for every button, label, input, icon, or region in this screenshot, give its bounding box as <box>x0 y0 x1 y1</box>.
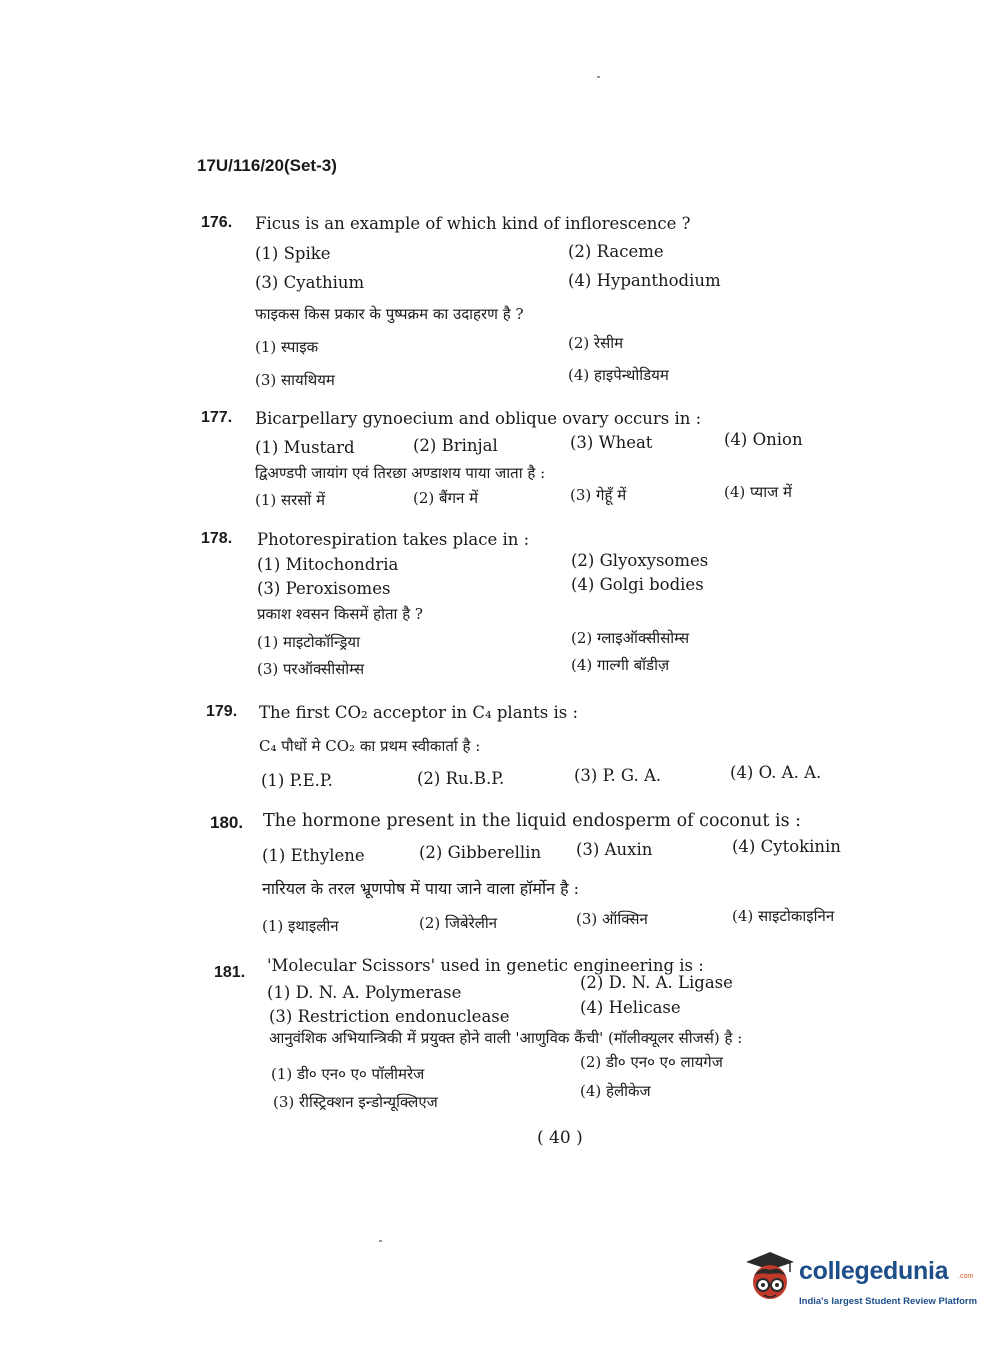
option: (4) O. A. A. <box>730 763 822 782</box>
option: (4) Cytokinin <box>732 837 841 856</box>
option-hi: (2) डी० एन० ए० लायगेज <box>580 1053 723 1071</box>
question-text-hi: प्रकाश श्वसन किसमें होता है ? <box>257 605 423 623</box>
option: (4) Helicase <box>580 998 681 1017</box>
option: (2) Brinjal <box>413 436 498 455</box>
option: (3) Cyathium <box>255 273 365 292</box>
option: (1) Ethylene <box>262 846 365 865</box>
option: (2) Gibberellin <box>419 843 542 862</box>
scan-speck <box>379 1240 382 1242</box>
option-hi: (4) साइटोकाइनिन <box>732 907 835 925</box>
logo-wordmark: collegedunia <box>799 1257 949 1285</box>
question-text-hi: नारियल के तरल भ्रूणपोष में पाया जाने वाला हॉर्मोन है : <box>262 879 580 898</box>
option: (3) Peroxisomes <box>257 579 391 598</box>
option: (2) Ru.B.P. <box>417 769 505 788</box>
question-text-en: The hormone present in the liquid endosperm of coconut is : <box>263 811 802 831</box>
question-number: 176. <box>201 214 233 231</box>
question-text-hi: द्विअण्डपी जायांग एवं तिरछा अण्डाशय पाया जाता है : <box>255 464 546 482</box>
question-number: 181. <box>214 964 246 981</box>
question-text-en: The first CO₂ acceptor in C₄ plants is : <box>259 703 579 722</box>
option-hi: (3) सायथियम <box>255 371 335 389</box>
question-number: 180. <box>210 813 244 832</box>
option-hi: (2) बैंगन में <box>413 489 479 507</box>
option: (1) P.E.P. <box>261 771 333 790</box>
option-hi: (1) डी० एन० ए० पॉलीमरेज <box>271 1065 425 1083</box>
option: (4) Hypanthodium <box>568 271 721 290</box>
option: (1) Mitochondria <box>257 555 399 574</box>
option-hi: (4) हाइपेन्थोडियम <box>568 366 669 384</box>
option-hi: (4) प्याज में <box>724 483 792 501</box>
logo-tagline: India's largest Student Review Platform <box>799 1296 978 1307</box>
option-hi: (3) परऑक्सीसोम्स <box>257 660 365 678</box>
page-number: ( 40 ) <box>537 1128 583 1148</box>
question-number: 179. <box>206 703 238 720</box>
option: (3) P. G. A. <box>574 766 662 785</box>
option: (1) Mustard <box>255 438 355 457</box>
option-hi: (1) इथाइलीन <box>262 917 339 935</box>
option: (3) Auxin <box>576 840 653 859</box>
option: (2) Glyoxysomes <box>571 551 709 570</box>
option: (2) Raceme <box>568 242 664 261</box>
option-hi: (1) सरसों में <box>255 491 326 509</box>
option-hi: (2) रेसीम <box>568 334 624 352</box>
option: (1) D. N. A. Polymerase <box>267 983 462 1002</box>
option-hi: (4) हेलीकेज <box>580 1082 651 1100</box>
option-hi: (3) गेहूँ में <box>570 486 627 504</box>
option-hi: (1) माइटोकॉन्ड्रिया <box>257 633 360 651</box>
question-text-hi: फाइकस किस प्रकार के पुष्पक्रम का उदाहरण है ? <box>255 305 524 323</box>
collegedunia-logo <box>742 1248 978 1318</box>
option-hi: (2) ग्लाइऑक्सीसोम्स <box>571 629 690 647</box>
option-hi: (1) स्पाइक <box>255 338 319 356</box>
question-text-hi: आनुवंशिक अभियान्त्रिकी में प्रयुक्त होने वाली 'आणुविक कैंची' (मॉलीक्यूलर सीजर्स) है : <box>269 1029 743 1047</box>
question-text-en: Photorespiration takes place in : <box>257 530 530 549</box>
option: (3) Restriction endonuclease <box>269 1007 510 1026</box>
option: (4) Golgi bodies <box>571 575 704 594</box>
question-text-en: Ficus is an example of which kind of inflorescence ? <box>255 214 691 233</box>
option: (4) Onion <box>724 430 803 449</box>
question-number: 178. <box>201 530 233 547</box>
student-mascot-icon <box>742 1248 798 1314</box>
question-text-hi: C₄ पौधों मे CO₂ का प्रथम स्वीकार्ता है : <box>259 737 481 755</box>
option: (2) D. N. A. Ligase <box>580 973 733 992</box>
scan-speck <box>597 76 600 78</box>
option: (3) Wheat <box>570 433 653 452</box>
option-hi: (3) रीस्ट्रिक्शन इन्डोन्यूक्लिएज <box>273 1093 438 1111</box>
option-hi: (4) गाल्गी बॉडीज़ <box>571 656 670 674</box>
paper-code: 17U/116/20(Set-3) <box>197 156 337 175</box>
option-hi: (2) जिबेरेलीन <box>419 914 498 932</box>
option: (1) Spike <box>255 244 331 263</box>
option-hi: (3) ऑक्सिन <box>576 910 648 928</box>
question-text-en: Bicarpellary gynoecium and oblique ovary occurs in : <box>255 409 702 428</box>
logo-domain-suffix: .com <box>958 1273 974 1280</box>
question-number: 177. <box>201 409 233 426</box>
question-text-en: 'Molecular Scissors' used in genetic engineering is : <box>267 956 704 975</box>
